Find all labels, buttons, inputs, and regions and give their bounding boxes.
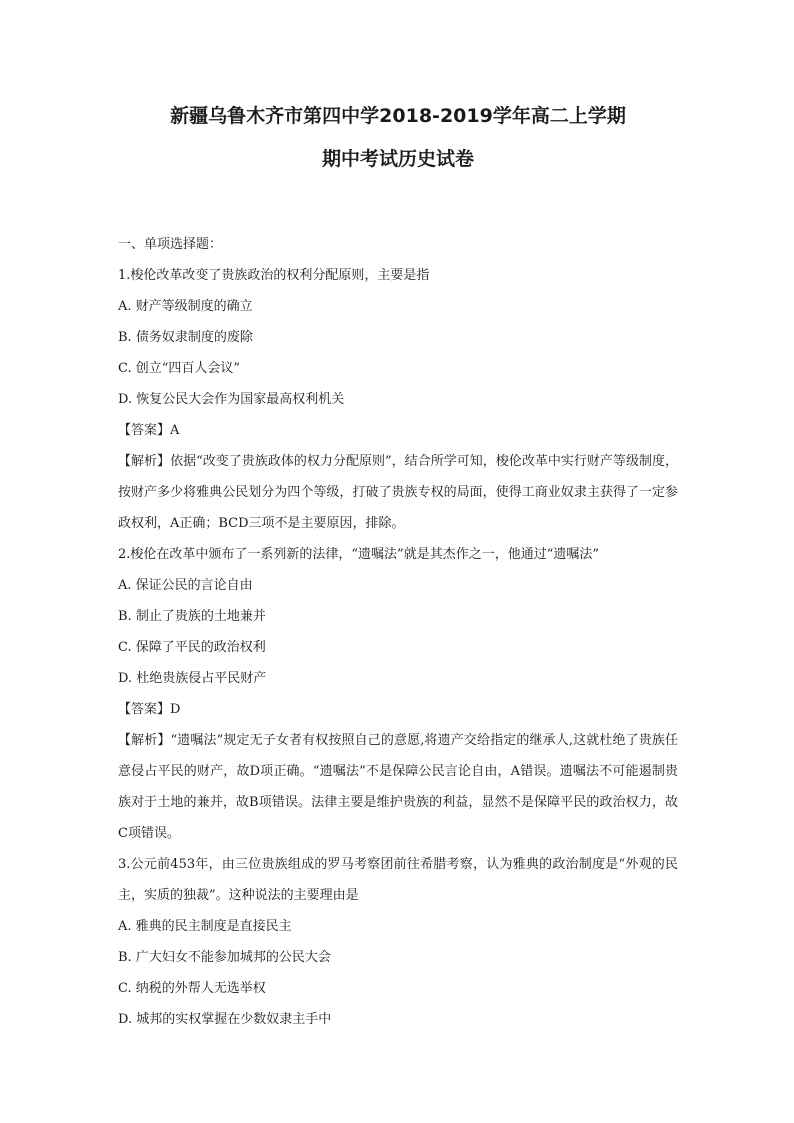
option-b: B. 制止了贵族的土地兼并	[118, 609, 266, 624]
answer: 【答案】A	[118, 423, 180, 438]
question-2	[118, 539, 678, 849]
analysis: 【解析】“遗嘱法”规定无子女者有权按照自己的意愿,将遗产交给指定的继承人,这就杜绝了贵族任意侵占平民的财产，故D项正确。“遗嘱法”不是保障公民言论自由，A错误。遗嘱法不可能遏制贵族对于土地的兼并，故B项错误。法律主要是维护贵族的利益，显然不是保障平民的政治权力，故C项错误。	[118, 733, 678, 841]
question-stem: 2.梭伦在改革中颁布了一系列新的法律，“遗嘱法”就是其杰作之一，他通过“遗嘱法”	[118, 547, 599, 562]
option-d: D. 杜绝贵族侵占平民财产	[118, 671, 267, 686]
exam-title-line2: 期中考试历史试卷	[321, 148, 474, 170]
exam-title-line1: 新疆乌鲁木齐市第四中学2018-2019学年高二上学期	[170, 105, 626, 127]
question-stem: 1.梭伦改革改变了贵族政治的权利分配原则，主要是指	[118, 268, 430, 283]
section-heading: 一、单项选择题：	[118, 237, 223, 252]
option-c: C. 保障了平民的政治权利	[118, 640, 266, 655]
option-b: B. 债务奴隶制度的废除	[118, 330, 253, 345]
analysis: 【解析】依据“改变了贵族政体的权力分配原则”，结合所学可知，梭伦改革中实行财产等级制度，按财产多少将雅典公民划分为四个等级，打破了贵族专权的局面，使得工商业奴隶主获得了一定参政权利，A正确；BCD三项不是主要原因，排除。	[118, 454, 678, 531]
option-d: D. 恢复公民大会作为国家最高权利机关	[118, 392, 345, 407]
option-d: D. 城邦的实权掌握在少数奴隶主手中	[118, 1012, 332, 1027]
option-a: A. 财产等级制度的确立	[118, 299, 253, 314]
exam-page	[118, 100, 678, 1035]
option-c: C. 纳税的外帮人无选举权	[118, 981, 266, 996]
answer: 【答案】D	[118, 702, 181, 717]
option-c: C. 创立“四百人会议”	[118, 361, 241, 376]
option-a: A. 雅典的民主制度是直接民主	[118, 919, 292, 934]
option-b: B. 广大妇女不能参加城邦的公民大会	[118, 950, 331, 965]
question-1	[118, 260, 678, 539]
option-a: A. 保证公民的言论自由	[118, 578, 253, 593]
question-3	[118, 849, 678, 1035]
question-stem: 3.公元前453年，由三位贵族组成的罗马考察团前往希腊考察，认为雅典的政治制度是“外观的民主，实质的独裁”。这种说法的主要理由是	[118, 857, 678, 903]
